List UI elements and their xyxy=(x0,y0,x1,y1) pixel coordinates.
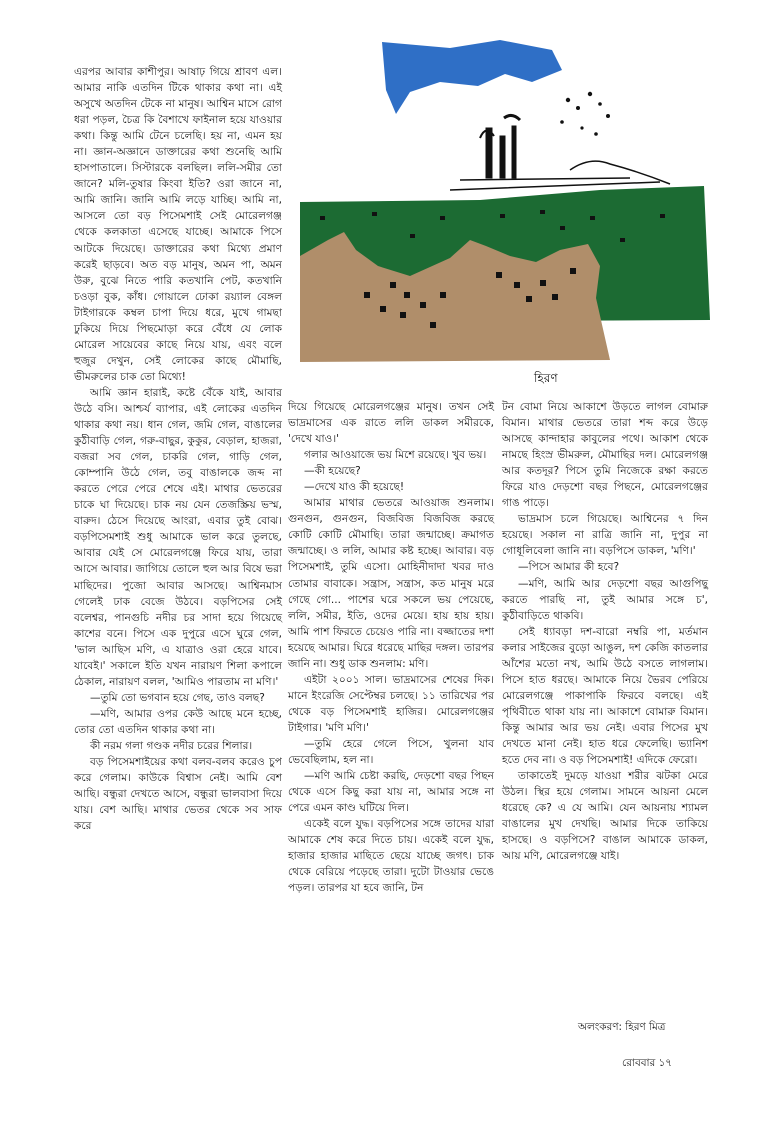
paragraph: আমি জ্ঞান হারাই, কষ্টে বেঁকে যাই, আবার উঠে বসি। আশ্চর্য ব্যাপার, এই লোকের এতদিন থাকার কথা নয়। ধান গেল, জমি গেল, বাঙালের কুঠীবাড়ি গেল, গরু-বাছুর, কুকুর, বেড়াল, হাজরা, বজরা সব গেল, চাকরি গেল, গাড়ি গেল, কোম্পানি উঠে গেল, তবু বাঙালকে জব্দ না করতে পেরে পেরে শেষে এই। মাথার ভেতরের চাকে ঘা দিয়েছে। চাক নয় যেন তেজস্ক্রিয় ভস্ম, বারুদ। ঠেসে দিয়েছে আংরা, এবার তুই বোঝ। বড়পিসেমশাই শুধু আমাকে ভাল করে তুলছে, আবার যেই সে মোরেলগঞ্জে ফিরে যায়, তারা আসে আবার। জাগিয়ে তোলে হুল আর বিষে ভরা মাছিদের। পুজো আবার আসছে। আশ্বিনমাস গেলেই ঢাক বেজে উঠবে। বড়পিসের সেই বলেশ্বর, পানগুচি নদীর চর সাদা হয়ে গিয়েছে কাশের বনে। পিসে এক দুপুরে এসে ঘুরে গেল, 'ভাল আছিস মণি, এ যাত্রাও ওরা হেরে যাবে। যাবেই।' সকালে ইতি যখন নারায়ণ শিলা কপালে ঠেকাল, নারায়ণ বলল, 'আমিও পারতাম না মণি।' xyxy=(74,386,282,688)
article-column-1 xyxy=(74,64,282,834)
paragraph: কী নরম গলা গণ্ডক নদীর চরের শিলার। xyxy=(90,739,253,752)
paragraph: —দেখে যাও কী হয়েছে! xyxy=(304,481,405,494)
paragraph: এরপর আবার কাশীপুর। আষাঢ় গিয়ে শ্রাবণ এল। আমার নাকি এতদিন টিকে থাকার কথা না। এই অসুখে অতদিন টেকে না মানুষ। আশ্বিন মাসে রোগ ধরা পড়ল, চৈত্র কি বৈশাখে ফাইনাল হয়ে যাওয়ার কথা। কিন্তু আমি টেনে চলেছি। হয় না, এমন হয় না। জ্ঞান-অজ্ঞানে ডাক্তারের কথা শুনেছি আমি হাসপাতালে। সিস্টারকে বলছিল। ললি-সমীর তো জানে? মলি-তুষার কিংবা ইতি? ওরা জানে না, আমি জানি। জানি আমি লড়ে যাচ্ছি। আমি না, আসলে তো বড় পিসেমশাই সেই মোরেলগঞ্জ থেকে কলকাতা এসেছে যাচ্ছে। আমাকে পিসে আটকে দিয়েছে। ডাক্তারের কথা মিথ্যে প্রমাণ করেই ছাড়বে। অত বড় মানুষ, অমন পা, অমন উরু, বুঝে নিতে পারি কতখানি পেট, কতখানি চওড়া বুক, কাঁধ। গোয়ালে ঢোকা রয়্যাল বেঙ্গল টাইগারকে কম্বল চাপা দিয়ে ধরে, মুখে গামছা ঢুকিয়ে দিয়ে পিছমোড়া করে বেঁধে যে লোক মোরেল সায়েবের কাছে নিয়ে যায়, এবং বলে হুজুর দেখুন, সেই লোকের কাছে মৌমাছি, ভীমরুলের চাক তো মিথ্যে! xyxy=(74,66,282,383)
article-column-2 xyxy=(288,399,494,896)
paragraph: বড় পিসেমশাইয়ের কথা বলব-বলব করেও চুপ করে গেলাম। কাউকে বিশ্বাস নেই। আমি বেশ আছি। বন্ধুরা দেখতে আসে, বন্ধুরা ভালবাসা দিয়ে যায়। বেশ আছি। মাথার ভেতর থেকে সব সাফ করে xyxy=(74,756,282,833)
paragraph: তাকাতেই দুমড়ে যাওয়া শরীর ঝটকা মেরে উঠল। স্থির হয়ে গেলাম। সামনে আয়না মেলে ধরেছে কে? এ যে আমি। যেন আয়নায় শ্যামল বাঙালের মুখ দেখছি। আমার দিকে তাকিয়ে হাসছে। ও বড়পিসে? বাঙাল আমাকে ডাকল, আয় মণি, মোরেলগঞ্জে যাই। xyxy=(502,770,708,863)
paragraph: ভাদ্রমাস চলে গিয়েছে। আশ্বিনের ৭ দিন হয়েছে। সকাল না রাত্রি জানি না, দুপুর না গোধূলিবেলা জানি না। বড়পিসে ডাকল, 'মণি।' xyxy=(502,513,708,558)
paragraph: আমার মাথার ভেতরে আওয়াজ শুনলাম। গুনগুন, গুনগুন, বিজবিজ বিজবিজ করছে কোটি কোটি মৌমাছি। তারা জন্মাচ্ছে। ক্রমাগত জন্মাচ্ছে। ও ললি, আমার কষ্ট হচ্ছে। আবার। বড় পিসেমশাই, তুমি এসো। মোহিনীদাদা খবর দাও তোমার বাবাকে। সন্ত্রাস, সন্ত্রাস, কত মানুষ মরে গেছে গো... পাশের ঘরে সকলে ভয় পেয়েছে, ললি, সমীর, ইতি, ওদের মেয়ে। হায় হায় হায়। আমি পাশ ফিরতে চেয়েও পারি না। বজ্জাতের দশা হয়েছে আমার। ঘিরে ধরেছে মাছির দঙ্গল। তারপর জানি না। শুধু ডাক শুনলাম: মণি। xyxy=(288,497,494,670)
artist-signature: হিরণ xyxy=(534,371,558,385)
article-column-3 xyxy=(502,399,708,864)
paragraph: —তুমি হেরে গেলে পিসে, খুলনা যাব ভেবেছিলাম, হল না। xyxy=(288,737,494,767)
paragraph: —মণি আমি চেষ্টা করছি, দেড়শো বছর পিছন থেকে এসে কিছু করা যায় না, আমার সঙ্গে না পেরে এমন কাণ্ড ঘটিয়ে দিল। xyxy=(288,770,494,815)
paragraph: টন বোমা নিয়ে আকাশে উড়তে লাগল বোমারু বিমান। মাথার ভেতরে তারা শব্দ করে উড়ে আসছে কান্দাহার কাবুলের পথে। আকাশ থেকে নামছে হিংস্র ভীমরুল, মৌমাছির দল। মোরেলগঞ্জ আর কতদূর? পিসে তুমি নিজেকে রক্ষা করতে ফিরে যাও দেড়শো বছর পিছনে, মোরেলগঞ্জের গাঙ পাড়ে। xyxy=(502,401,708,510)
paragraph: এইটা ২০০১ সাল। ভাদ্রমাসের শেষের দিক। মানে ইংরেজি সেপ্টেম্বর চলছে। ১১ তারিখের পর থেকে বড় পিসেমশাই হাজির। মোরেলগঞ্জের টাইগার। 'মণি মণি।' xyxy=(288,673,494,734)
page-footer: রোববার ১৭ xyxy=(622,1057,673,1069)
paragraph: —পিসে আমার কী হবে? xyxy=(518,561,620,574)
paragraph: দিয়ে গিয়েছে মোরেলগঞ্জের মানুষ। তখন সেই ভাদ্রমাসের এক রাতে ললি ডাকল সমীরকে, 'দেখে যাও।' xyxy=(288,401,494,446)
collage-svg xyxy=(300,30,720,390)
birds-marks xyxy=(560,92,610,136)
paragraph: —তুমি তো ভগবান হয়ে গেছ, তাও বলছ? xyxy=(90,691,265,704)
blue-paper-shape xyxy=(382,40,562,114)
ink-drawing xyxy=(450,115,670,190)
paragraph: —কী হয়েছে? xyxy=(304,465,361,478)
paragraph: —মণি, আমি আর দেড়শো বছর আগুপিছু করতে পারছি না, তুই আমার সঙ্গে চ', কুঠীবাড়িতে থাকবি। xyxy=(502,577,708,622)
paragraph: একেই বলে যুদ্ধ। বড়পিসের সঙ্গে তাদের যারা আমাকে শেষ করে দিতে চায়। একেই বলে যুদ্ধ, হাজার হাজার মাছিতে ছেয়ে যাচ্ছে জগৎ। চাক থেকে বেরিয়ে পড়েছে তারা। দুটো টাওয়ার ভেঙে পড়ল। তারপর যা হবে জানি, টন xyxy=(288,818,494,895)
paragraph: —মণি, আমার ওপর কেউ আছে মনে হচ্ছে, তোর তো এতদিন থাকার কথা না। xyxy=(74,707,282,736)
paragraph: সেই ধ্যাবড়া দশ-বারো নম্বরি পা, মর্তমান কলার সাইজের বুড়ো আঙুল, দশ কেজি কাতলার আঁশের মতো নখ, আমি উঠে বসতে লাগলাম। পিসে হাত ধরছে। আমাকে নিয়ে ভৈরব পেরিয়ে মোরেলগঞ্জে পাকাপাকি ফিরবে বলছে। এই পৃথিবীতে থাকা যায় না। আকাশে বোমারু বিমান। কিন্তু আমার আর ভয় নেই। এবার পিসের মুখ দেখতে মানা নেই। হাত ধরে ফেলেছি। ভ্যানিশ হতে দেব না। ও বড় পিসেমশাই! এদিকে ফেরো। xyxy=(502,625,708,767)
collage-illustration xyxy=(300,30,720,390)
paragraph: গলার আওয়াজে ভয় মিশে রয়েছে। খুব ভয়। xyxy=(304,449,487,462)
illustration-credit: অলংকরণ: হিরণ মিত্র xyxy=(578,1021,666,1033)
